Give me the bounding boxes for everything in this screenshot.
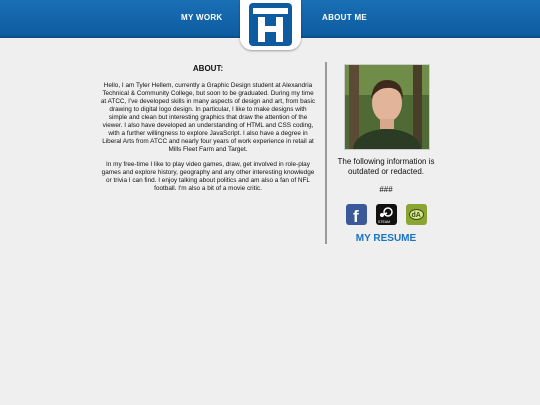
outdated-notice: The following information is outdated or redacted. — [337, 157, 435, 176]
steam-link[interactable] — [376, 204, 397, 225]
about-bio — [100, 82, 316, 200]
section-separator: ### — [379, 185, 393, 194]
deviantart-link[interactable] — [406, 204, 427, 225]
vertical-divider — [325, 62, 327, 244]
profile-photo — [344, 64, 430, 150]
bio-paragraph-1: Hello, I am Tyler Hellem, currently a Graphic Design student at Alexandria Technical & Community College, but soon to be graduated. During my time at ATCC, I've developed skills in many aspects of design and art, from basic drawing to digital logo design. In particular, I like to make designs with simple and clean but interesting graphics that draw the attention of the viewer. I also have developed an understanding of HTML and CSS coding, with a further willingness to explore JavaScript. I also have a degree in Liberal Arts from ATCC and nearly four years of work experience in retail at Mills Fleet Farm and Target. — [100, 82, 316, 153]
facebook-icon — [346, 204, 367, 225]
svg-text:dA: dA — [411, 212, 421, 219]
facebook-link[interactable] — [346, 204, 367, 225]
svg-text:f: f — [353, 207, 359, 225]
deviantart-icon — [406, 204, 427, 225]
bio-paragraph-2: In my free-time I like to play video games, draw, get involved in role-play games and explore history, geography and any other interesting knowledge or trivia I can find. I enjoy talking about politics and am also a fan of NFL football. I'm also a bit of a movie critic. — [101, 161, 315, 192]
steam-icon — [376, 204, 397, 225]
resume-link[interactable]: MY RESUME — [355, 233, 417, 244]
about-heading: ABOUT: — [192, 64, 224, 73]
nav-my-work[interactable]: MY WORK — [181, 13, 223, 22]
logo-home-link[interactable] — [240, 0, 301, 50]
nav-about-me[interactable]: ABOUT ME — [322, 13, 368, 22]
svg-text:STEAM: STEAM — [378, 220, 391, 224]
h-logo-icon — [249, 3, 292, 46]
